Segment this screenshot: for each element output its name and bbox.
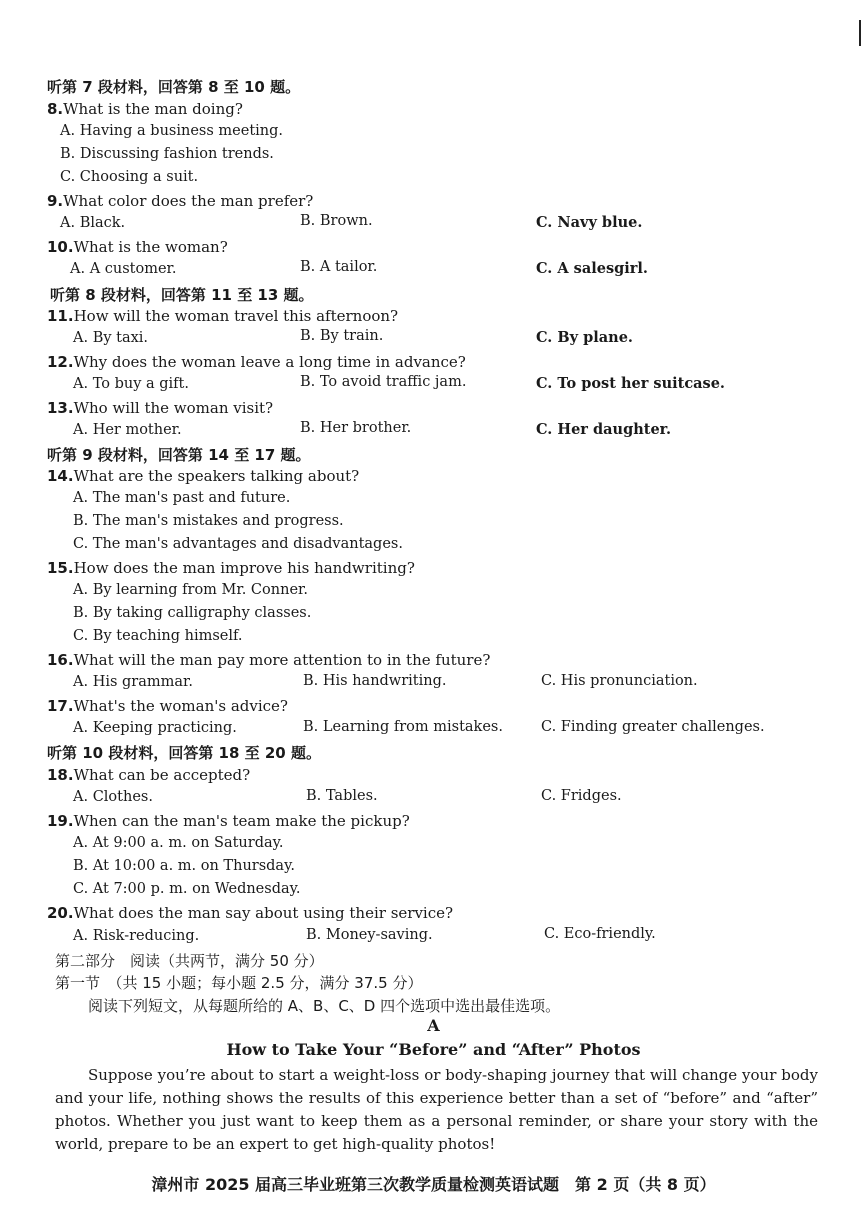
option-8b: B. Discussing fashion trends. — [60, 146, 274, 162]
question-number: 20. — [47, 904, 74, 922]
section-heading-7: 听第 7 段材料，回答第 8 至 10 题。 — [47, 78, 301, 96]
question-8 — [47, 100, 243, 118]
question-19 — [47, 812, 410, 830]
option-18a: A. Clothes. — [73, 789, 153, 805]
page-edge-mark — [859, 20, 861, 46]
question-number: 19. — [47, 812, 74, 830]
section-heading-10: 听第 10 段材料，回答第 18 至 20 题。 — [47, 744, 321, 762]
question-text: What does the man say about using their service? — [73, 904, 454, 922]
question-text: What can be accepted? — [73, 766, 251, 784]
option-8a: A. Having a business meeting. — [60, 123, 284, 139]
question-20 — [47, 904, 453, 922]
option-19a: A. At 9:00 a. m. on Saturday. — [73, 835, 284, 851]
option-11c: C. By plane. — [536, 329, 633, 346]
passage-label: A — [427, 1016, 440, 1035]
question-number: 11. — [47, 307, 74, 325]
option-16b: B. His handwriting. — [303, 673, 447, 689]
question-10 — [47, 238, 228, 256]
question-number: 16. — [47, 651, 74, 669]
question-number: 17. — [47, 697, 74, 715]
section-heading-8: 听第 8 段材料，回答第 11 至 13 题。 — [50, 286, 314, 304]
option-14c: C. The man's advantages and disadvantages. — [73, 536, 403, 552]
option-8c: C. Choosing a suit. — [60, 169, 199, 185]
question-number: 18. — [47, 766, 74, 784]
question-15 — [47, 559, 415, 577]
question-11 — [47, 307, 398, 325]
reading-instruction: 阅读下列短文，从每题所给的 A、B、C、D 四个选项中选出最佳选项。 — [88, 997, 561, 1015]
question-17 — [47, 697, 288, 715]
option-18c: C. Fridges. — [541, 788, 622, 804]
option-17b: B. Learning from mistakes. — [303, 719, 503, 735]
question-12 — [47, 353, 466, 371]
question-text: What's the woman's advice? — [73, 697, 288, 715]
question-9 — [47, 192, 313, 210]
option-12b: B. To avoid traffic jam. — [300, 374, 467, 390]
option-10b: B. A tailor. — [300, 259, 378, 275]
question-number: 15. — [47, 559, 74, 577]
passage-paragraph: Suppose you’re about to start a weight-loss or body-shaping journey that will change your body and your life, nothing shows the results of this experience better than a set of “before” and “after” photos. Whether you just want to keep them as a personal reminder, or share your story with the world, prepare to be an expert to get high-quality photos! — [55, 1066, 818, 1153]
option-9a: A. Black. — [60, 215, 126, 231]
option-14a: A. The man's past and future. — [73, 490, 291, 506]
passage-title: How to Take Your “Before” and “After” Photos — [226, 1040, 641, 1059]
option-17a: A. Keeping practicing. — [73, 720, 237, 736]
option-11a: A. By taxi. — [73, 330, 149, 346]
option-15c: C. By teaching himself. — [73, 628, 243, 644]
option-20a: A. Risk-reducing. — [73, 928, 200, 944]
question-number: 8. — [47, 100, 64, 118]
question-text: Why does the woman leave a long time in advance? — [73, 353, 466, 371]
section-heading-9: 听第 9 段材料，回答第 14 至 17 题。 — [47, 446, 311, 464]
part-two-heading: 第二部分 阅读（共两节，满分 50 分） — [55, 952, 324, 970]
question-text: What color does the man prefer? — [63, 192, 314, 210]
question-text: What is the woman? — [73, 238, 228, 256]
question-text: What is the man doing? — [63, 100, 243, 118]
option-14b: B. The man's mistakes and progress. — [73, 513, 344, 529]
question-number: 10. — [47, 238, 74, 256]
option-11b: B. By train. — [300, 328, 384, 344]
question-number: 9. — [47, 192, 64, 210]
question-number: 14. — [47, 467, 74, 485]
option-9b: B. Brown. — [300, 213, 373, 229]
question-text: What are the speakers talking about? — [73, 467, 360, 485]
option-15b: B. By taking calligraphy classes. — [73, 605, 312, 621]
option-20c: C. Eco-friendly. — [544, 926, 656, 942]
option-16c: C. His pronunciation. — [541, 673, 698, 689]
section-one-heading: 第一节 （共 15 小题；每小题 2.5 分，满分 37.5 分） — [55, 974, 423, 992]
option-13c: C. Her daughter. — [536, 421, 672, 438]
question-text: Who will the woman visit? — [73, 399, 274, 417]
option-13b: B. Her brother. — [300, 420, 412, 436]
option-19b: B. At 10:00 a. m. on Thursday. — [73, 858, 295, 874]
question-16 — [47, 651, 490, 669]
page-footer: 漳州市 2025 届高三毕业班第三次教学质量检测英语试题 第 2 页（共 8 页） — [151, 1175, 716, 1194]
question-14 — [47, 467, 359, 485]
question-text: What will the man pay more attention to in the future? — [73, 651, 491, 669]
question-13 — [47, 399, 273, 417]
option-12a: A. To buy a gift. — [73, 376, 189, 392]
option-18b: B. Tables. — [306, 788, 378, 804]
option-15a: A. By learning from Mr. Conner. — [73, 582, 308, 598]
question-number: 13. — [47, 399, 74, 417]
option-13a: A. Her mother. — [73, 422, 182, 438]
option-19c: C. At 7:00 p. m. on Wednesday. — [73, 881, 301, 897]
option-16a: A. His grammar. — [73, 674, 193, 690]
option-12c: C. To post her suitcase. — [536, 375, 725, 392]
question-text: How will the woman travel this afternoon? — [73, 307, 399, 325]
option-10c: C. A salesgirl. — [536, 260, 648, 277]
question-text: How does the man improve his handwriting? — [73, 559, 415, 577]
option-17c: C. Finding greater challenges. — [541, 719, 765, 735]
question-18 — [47, 766, 250, 784]
question-text: When can the man's team make the pickup? — [73, 812, 410, 830]
option-20b: B. Money-saving. — [306, 927, 433, 943]
option-10a: A. A customer. — [70, 261, 177, 277]
option-9c: C. Navy blue. — [536, 214, 643, 231]
question-number: 12. — [47, 353, 74, 371]
